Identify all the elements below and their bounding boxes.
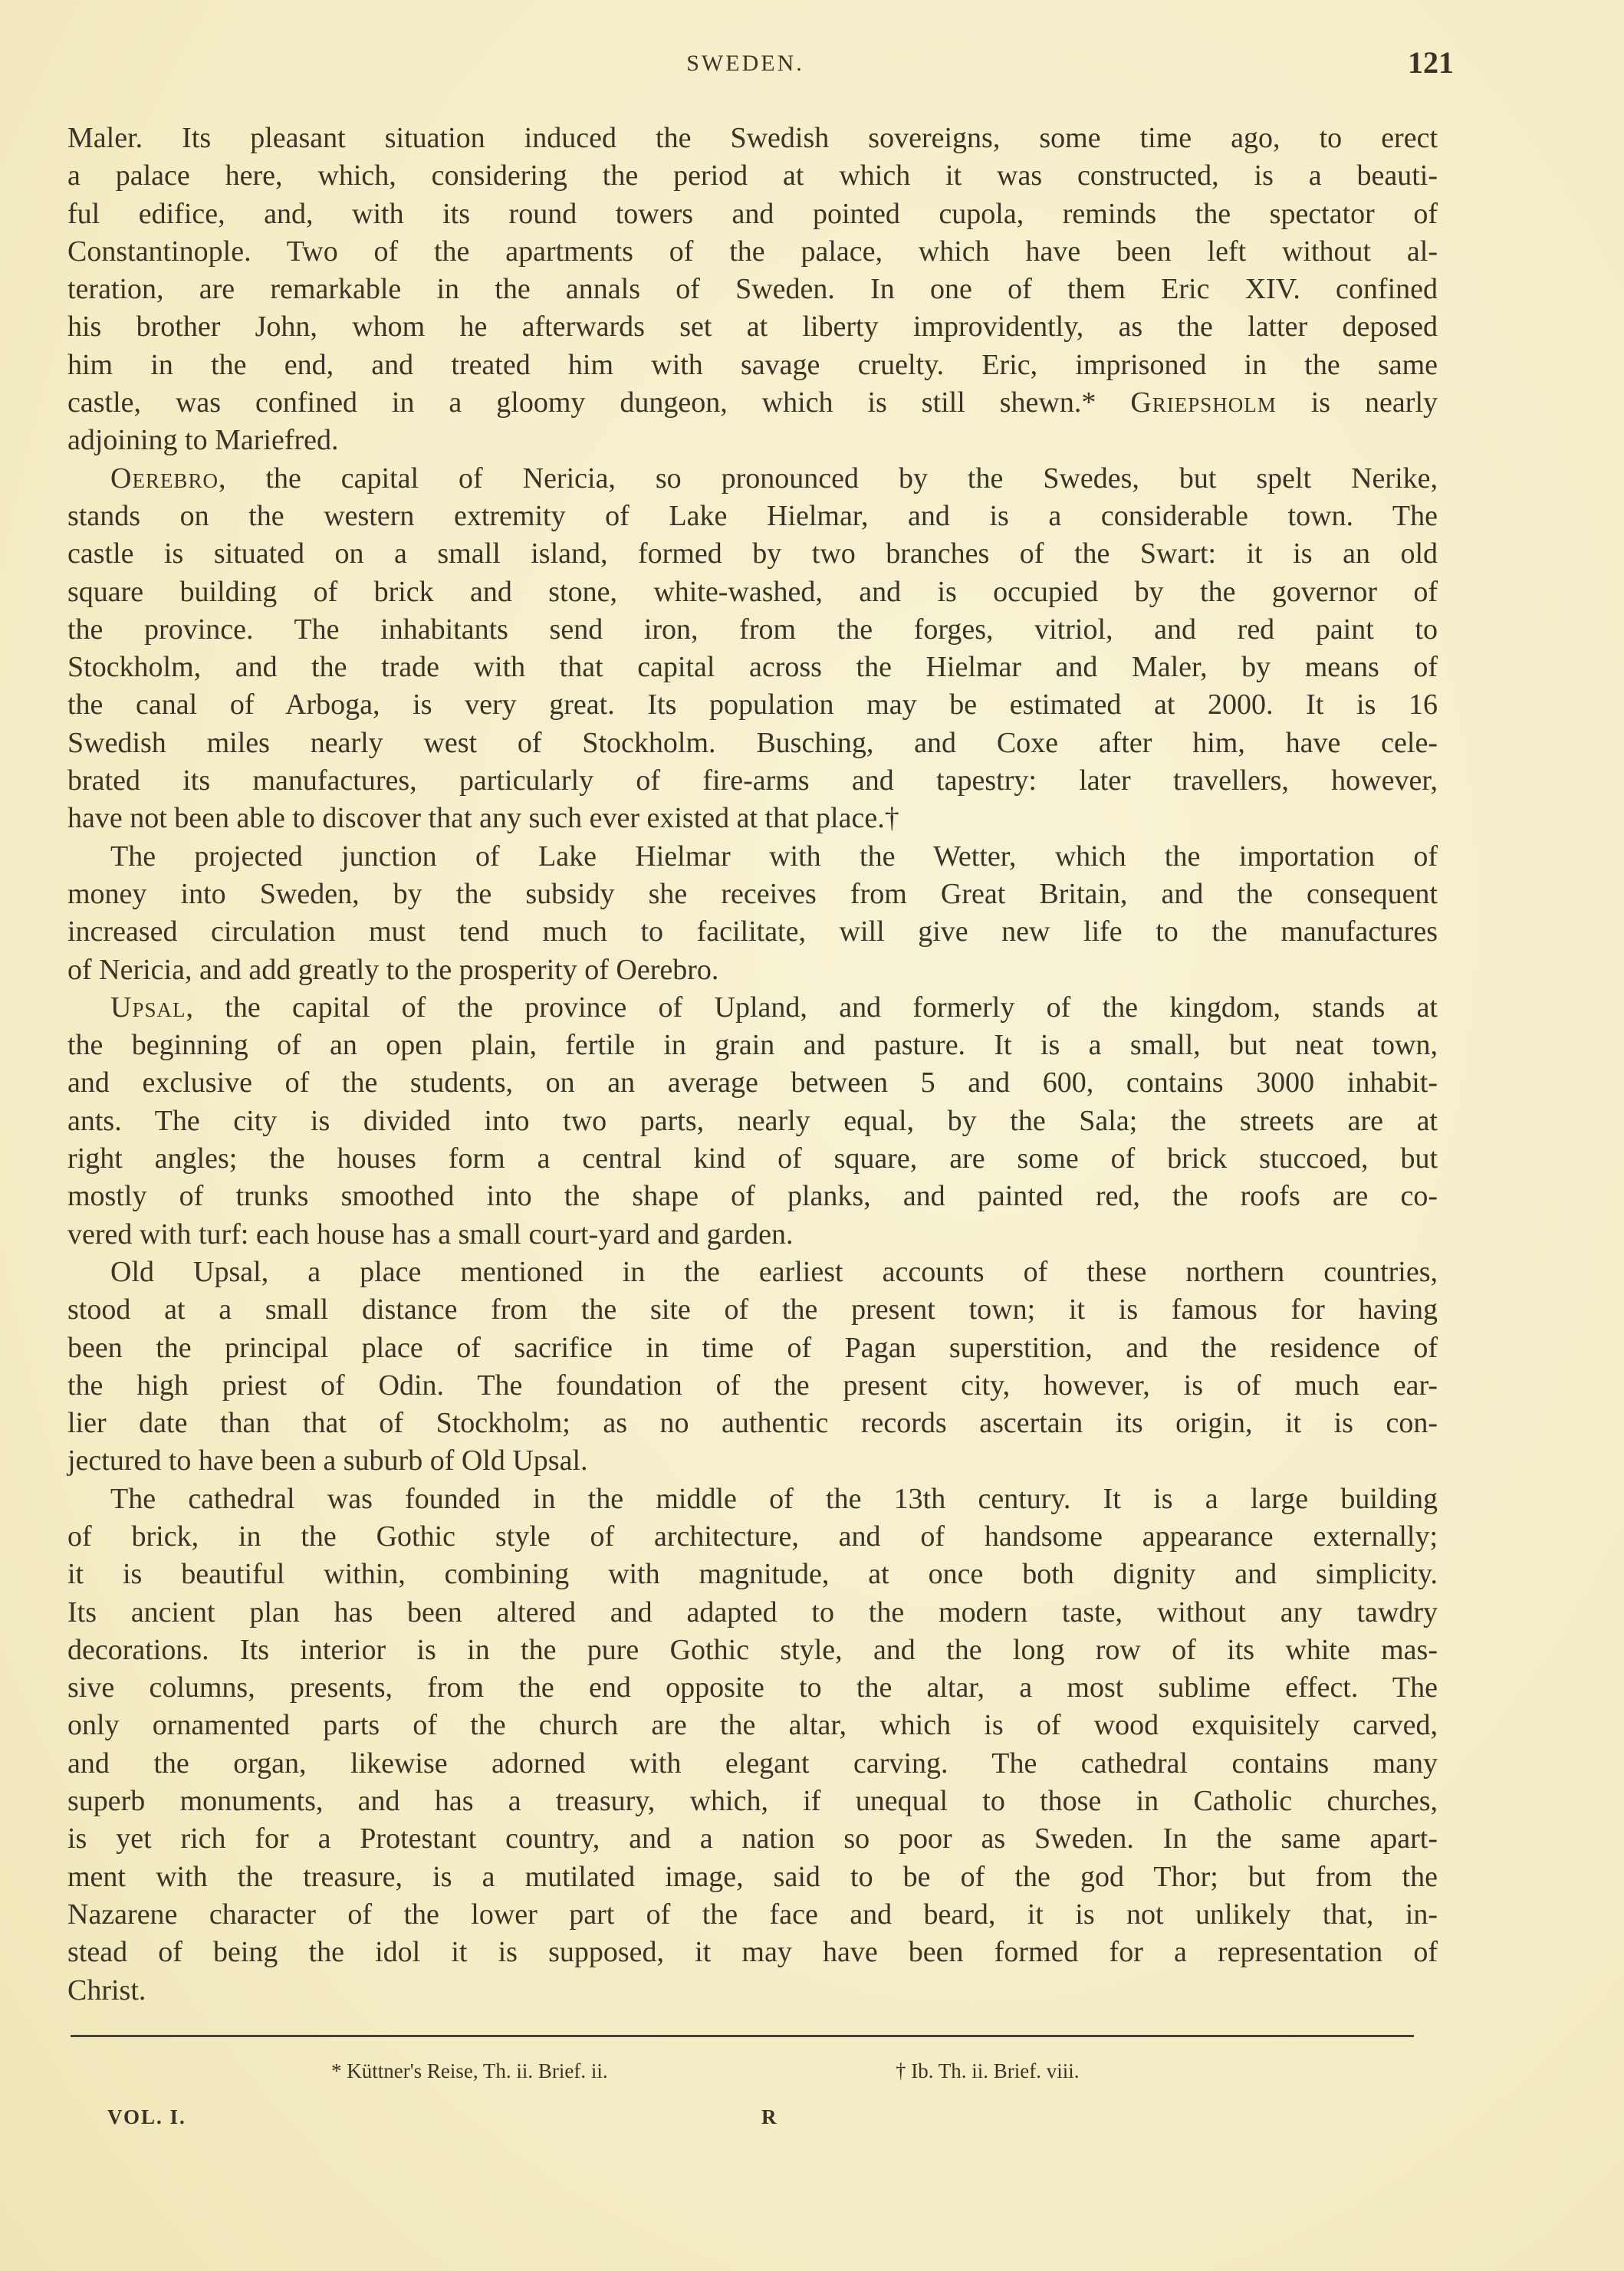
text-line: Constantinople. Two of the apartments of the palace, which have been left without al- [67, 235, 1438, 268]
text-line: the beginning of an open plain, fertile in grain and pasture. It is a small, but neat town, [67, 1029, 1438, 1062]
text-line [67, 460, 1438, 498]
text-line: jectured to have been a suburb of Old Upsal. [67, 1444, 588, 1477]
text-line: Stockholm, and the trade with that capital across the Hielmar and Maler, by means of [67, 651, 1438, 684]
place-name: Oerebro [110, 462, 219, 495]
paragraph [67, 1481, 1438, 2010]
running-title: SWEDEN. [686, 51, 804, 76]
text-line [67, 384, 1438, 422]
text-line: stood at a small distance from the site of the present town; it is famous for having [67, 1293, 1438, 1326]
text-line: ants. The city is divided into two parts, nearly equal, by the Sala; the streets are at [67, 1104, 1438, 1137]
text-line: superb monuments, and has a treasury, which, if unequal to those in Catholic churches, [67, 1785, 1438, 1818]
text-line: the high priest of Odin. The foundation of the present city, however, is of much ear- [67, 1369, 1438, 1402]
footnote-2: † Ib. Th. ii. Brief. viii. [896, 2059, 1080, 2082]
text-line: of Nericia, and add greatly to the prosperity of Oerebro. [67, 953, 719, 986]
text-line: money into Sweden, by the subsidy she receives from Great Britain, and the consequent [67, 877, 1438, 910]
text-segment: is nearly [1276, 386, 1438, 419]
footnote-1: * Küttner's Reise, Th. ii. Brief. ii. [331, 2059, 608, 2082]
text-line: Its ancient plan has been altered and adapted to the modern taste, without any tawdry [67, 1596, 1438, 1628]
text-line: been the principal place of sacrifice in time of Pagan superstition, and the residence of [67, 1331, 1438, 1364]
text-line: square building of brick and stone, white-washed, and is occupied by the governor of [67, 575, 1438, 608]
volume-label: VOL. I. [107, 2105, 186, 2128]
footnote-rule [71, 2035, 1414, 2037]
text-line: The projected junction of Lake Hielmar with the Wetter, which the importation of [110, 840, 1438, 873]
paragraph [67, 460, 1438, 838]
text-line: adjoining to Mariefred. [67, 424, 339, 457]
paragraph [67, 989, 1438, 1254]
text-line: increased circulation must tend much to facilitate, will give new life to the manufactures [67, 915, 1438, 948]
text-line: ful edifice, and, with its round towers and pointed cupola, reminds the spectator of [67, 197, 1438, 230]
text-line: right angles; the houses form a central kind of square, are some of brick stuccoed, but [67, 1142, 1438, 1175]
text-line: of brick, in the Gothic style of architecture, and of handsome appearance externally; [67, 1520, 1438, 1553]
place-name: Griepsholm [1130, 386, 1277, 419]
text-line: the province. The inhabitants send iron, from the forges, vitriol, and red paint to [67, 613, 1438, 646]
text-line [67, 989, 1438, 1027]
text-line: lier date than that of Stockholm; as no authentic records ascertain its origin, it is con- [67, 1407, 1438, 1440]
text-line: stead of being the idol it is supposed, it may have been formed for a representation of [67, 1936, 1438, 1969]
body-text [67, 120, 1438, 2010]
text-line: and the organ, likewise adorned with elegant carving. The cathedral contains many [67, 1747, 1438, 1780]
text-line: Nazarene character of the lower part of the face and beard, it is not unlikely that, in- [67, 1898, 1438, 1931]
text-line: brated its manufactures, particularly of fire-arms and tapestry: later travellers, however, [67, 764, 1438, 797]
text-line: is yet rich for a Protestant country, and a nation so poor as Sweden. In the same apart- [67, 1822, 1438, 1855]
place-name: Upsal [110, 991, 186, 1024]
text-line: and exclusive of the students, on an average between 5 and 600, contains 3000 inhabit- [67, 1066, 1438, 1099]
text-line: the canal of Arboga, is very great. Its population may be estimated at 2000. It is 16 [67, 689, 1438, 721]
text-line: only ornamented parts of the church are the altar, which is of wood exquisitely carved, [67, 1709, 1438, 1742]
text-segment: , the capital of Nericia, so pronounced by the Swedes, but spelt Nerike, [218, 462, 1438, 495]
text-line: vered with turf: each house has a small court-yard and garden. [67, 1218, 794, 1251]
text-line: Swedish miles nearly west of Stockholm. Busching, and Coxe after him, have cele- [67, 726, 1438, 759]
text-line: Christ. [67, 1974, 146, 2006]
paragraph [67, 120, 1438, 460]
text-line: have not been able to discover that any such ever existed at that place.† [67, 802, 899, 835]
text-line: it is beautiful within, combining with magnitude, at once both dignity and simplicity. [67, 1558, 1438, 1591]
text-line: teration, are remarkable in the annals of Sweden. In one of them Eric XIV. confined [67, 273, 1438, 306]
text-segment: , the capital of the province of Upland, and formerly of the kingdom, stands at [186, 991, 1438, 1024]
text-line: decorations. Its interior is in the pure Gothic style, and the long row of its white mas- [67, 1633, 1438, 1666]
text-line: castle is situated on a small island, formed by two branches of the Swart: it is an old [67, 537, 1438, 570]
text-line: mostly of trunks smoothed into the shape of planks, and painted red, the roofs are co- [67, 1180, 1438, 1213]
text-line: a palace here, which, considering the period at which it was constructed, is a beauti- [67, 159, 1438, 192]
text-segment: castle, was confined in a gloomy dungeon, which is still shewn.* [67, 386, 1131, 419]
text-line: The cathedral was founded in the middle of the 13th century. It is a large building [110, 1482, 1438, 1515]
text-line: him in the end, and treated him with savage cruelty. Eric, imprisoned in the same [67, 348, 1438, 381]
text-line: his brother John, whom he afterwards set at liberty improvidently, as the latter deposed [67, 311, 1438, 343]
paragraph [67, 838, 1438, 989]
text-line: Old Upsal, a place mentioned in the earliest accounts of these northern countries, [110, 1255, 1438, 1288]
text-line: sive columns, presents, from the end opposite to the altar, a most sublime effect. The [67, 1671, 1438, 1704]
text-line: ment with the treasure, is a mutilated image, said to be of the god Thor; but from the [67, 1860, 1438, 1893]
signature-mark: R [761, 2105, 778, 2128]
paragraph [67, 1254, 1438, 1481]
text-line: Maler. Its pleasant situation induced the Swedish sovereigns, some time ago, to erect [67, 122, 1438, 154]
page-number: 121 [1408, 45, 1454, 80]
text-line: stands on the western extremity of Lake Hielmar, and is a considerable town. The [67, 499, 1438, 532]
